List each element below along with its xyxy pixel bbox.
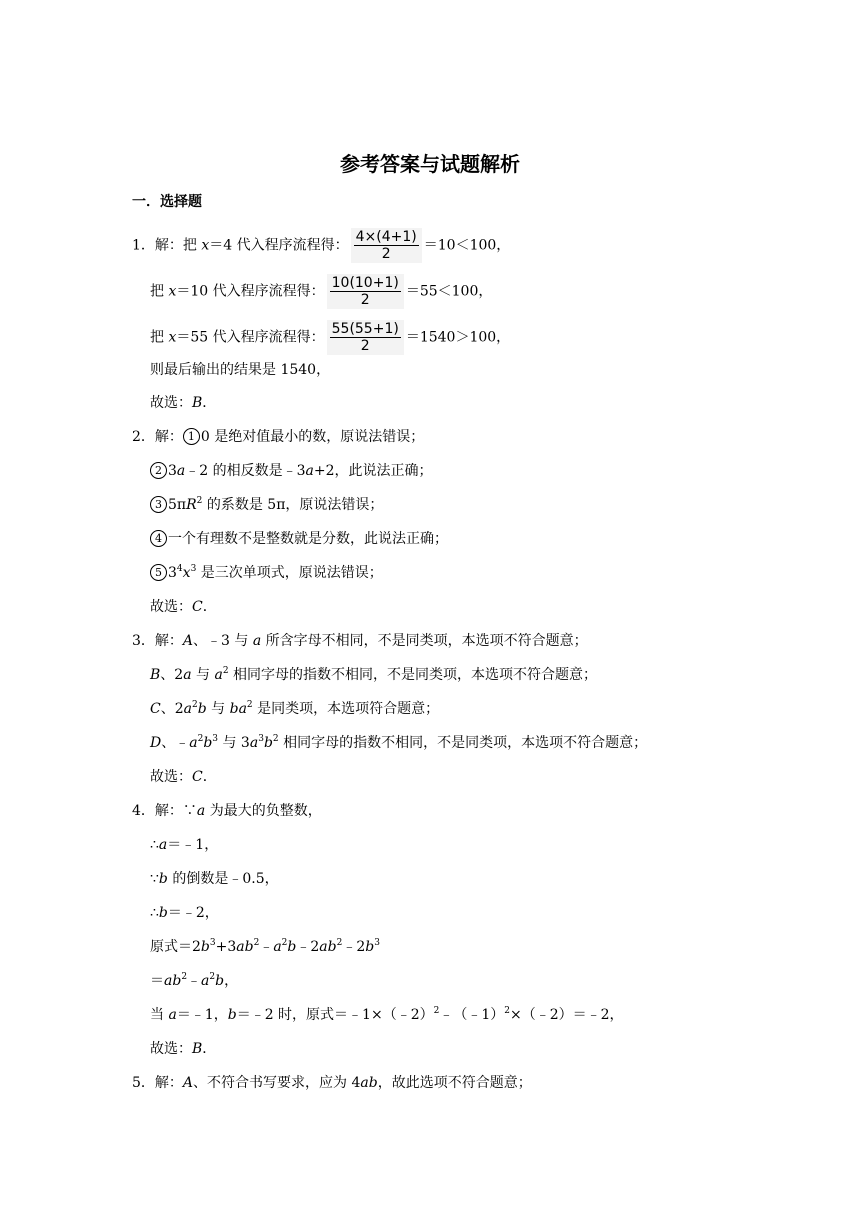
circled-number-1: 1 — [183, 428, 200, 445]
q4-answer: 故选：B． — [150, 1041, 217, 1057]
circled-number-5: 5 — [150, 564, 167, 581]
q1-line-1: 1．解：把 x＝4 代入程序流程得： $\frac{4\times(4+1)}{2}$ ＝10＜100， — [132, 229, 511, 262]
q3-line-2: B、2a 与 $a^2$ 相同字母的指数不相同，不是同类项，本选项不符合题意； — [150, 666, 598, 683]
q5-line-1: 5．解：A、不符合书写要求，应为 4ab，故此选项不符合题意； — [132, 1075, 532, 1091]
q4-line-2: ∴a＝﹣1， — [150, 837, 219, 853]
q1-line-2: 把 x＝10 代入程序流程得： $\frac{10(10+1)}{2}$ ＝55＜100， — [150, 275, 493, 308]
q4-line-7: 当 a＝﹣1，b＝﹣2 时，原式＝﹣1×（﹣2）$^2$﹣（﹣1）$^2$×（﹣2）＝﹣2， — [150, 1006, 624, 1023]
q3-line-1: 3．解：A、﹣3 与 a 所含字母不相同，不是同类项，本选项不符合题意； — [132, 633, 588, 649]
q4-line-1: 4．解：∵a 为最大的负整数， — [132, 803, 322, 819]
q4-line-3: ∵b 的倒数是﹣0.5， — [150, 871, 279, 887]
q2-line-4: 4 一个有理数不是整数就是分数，此说法正确； — [150, 529, 448, 549]
fraction-2: $\frac{10(10+1)}{2}$ — [327, 274, 404, 309]
section-heading: 一．选择题 — [132, 194, 202, 210]
q1-answer: 故选：B． — [150, 395, 217, 411]
q1-line-3: 把 x＝55 代入程序流程得： $\frac{55(55+1)}{2}$ ＝1540＞100， — [150, 321, 511, 354]
q4-line-5: 原式$=2b^3+3ab^2﹣a^2b﹣2ab^2﹣2b^3$ — [150, 938, 380, 955]
q3-answer: 故选：C． — [150, 769, 217, 785]
q3-line-4: D、$﹣a^2b^3$ 与 $3a^3b^2$ 相同字母的指数不相同，不是同类项，本选项不符合题意； — [150, 734, 648, 751]
fraction-3: $\frac{55(55+1)}{2}$ — [327, 320, 404, 355]
q2-line-1: 2．解： 1 0 是绝对值最小的数，原说法错误； — [132, 429, 425, 445]
circled-number-3: 3 — [150, 496, 167, 513]
circled-number-4: 4 — [150, 530, 167, 547]
q1-line-4: 则最后输出的结果是 1540， — [150, 362, 331, 378]
q3-line-3: C、$2a^2b$ 与 $ba^2$ 是同类项，本选项符合题意； — [150, 700, 440, 717]
q4-line-6: $=ab^2﹣a^2b$， — [150, 972, 239, 989]
page-title: 参考答案与试题解析 — [340, 152, 520, 176]
q2-line-5: 5 $3^4x^3$ 是三次单项式，原说法错误； — [150, 563, 383, 583]
q4-line-4: ∴b＝﹣2， — [150, 905, 219, 921]
fraction-1: $\frac{4\times(4+1)}{2}$ — [351, 228, 422, 263]
circled-number-2: 2 — [150, 462, 167, 479]
q2-line-3: 3 $5\pi R^2$ 的系数是 5π，原说法错误； — [150, 495, 383, 515]
q2-answer: 故选：C． — [150, 599, 217, 615]
q2-line-2: 2 3a﹣2 的相反数是﹣3a+2，此说法正确； — [150, 461, 433, 481]
